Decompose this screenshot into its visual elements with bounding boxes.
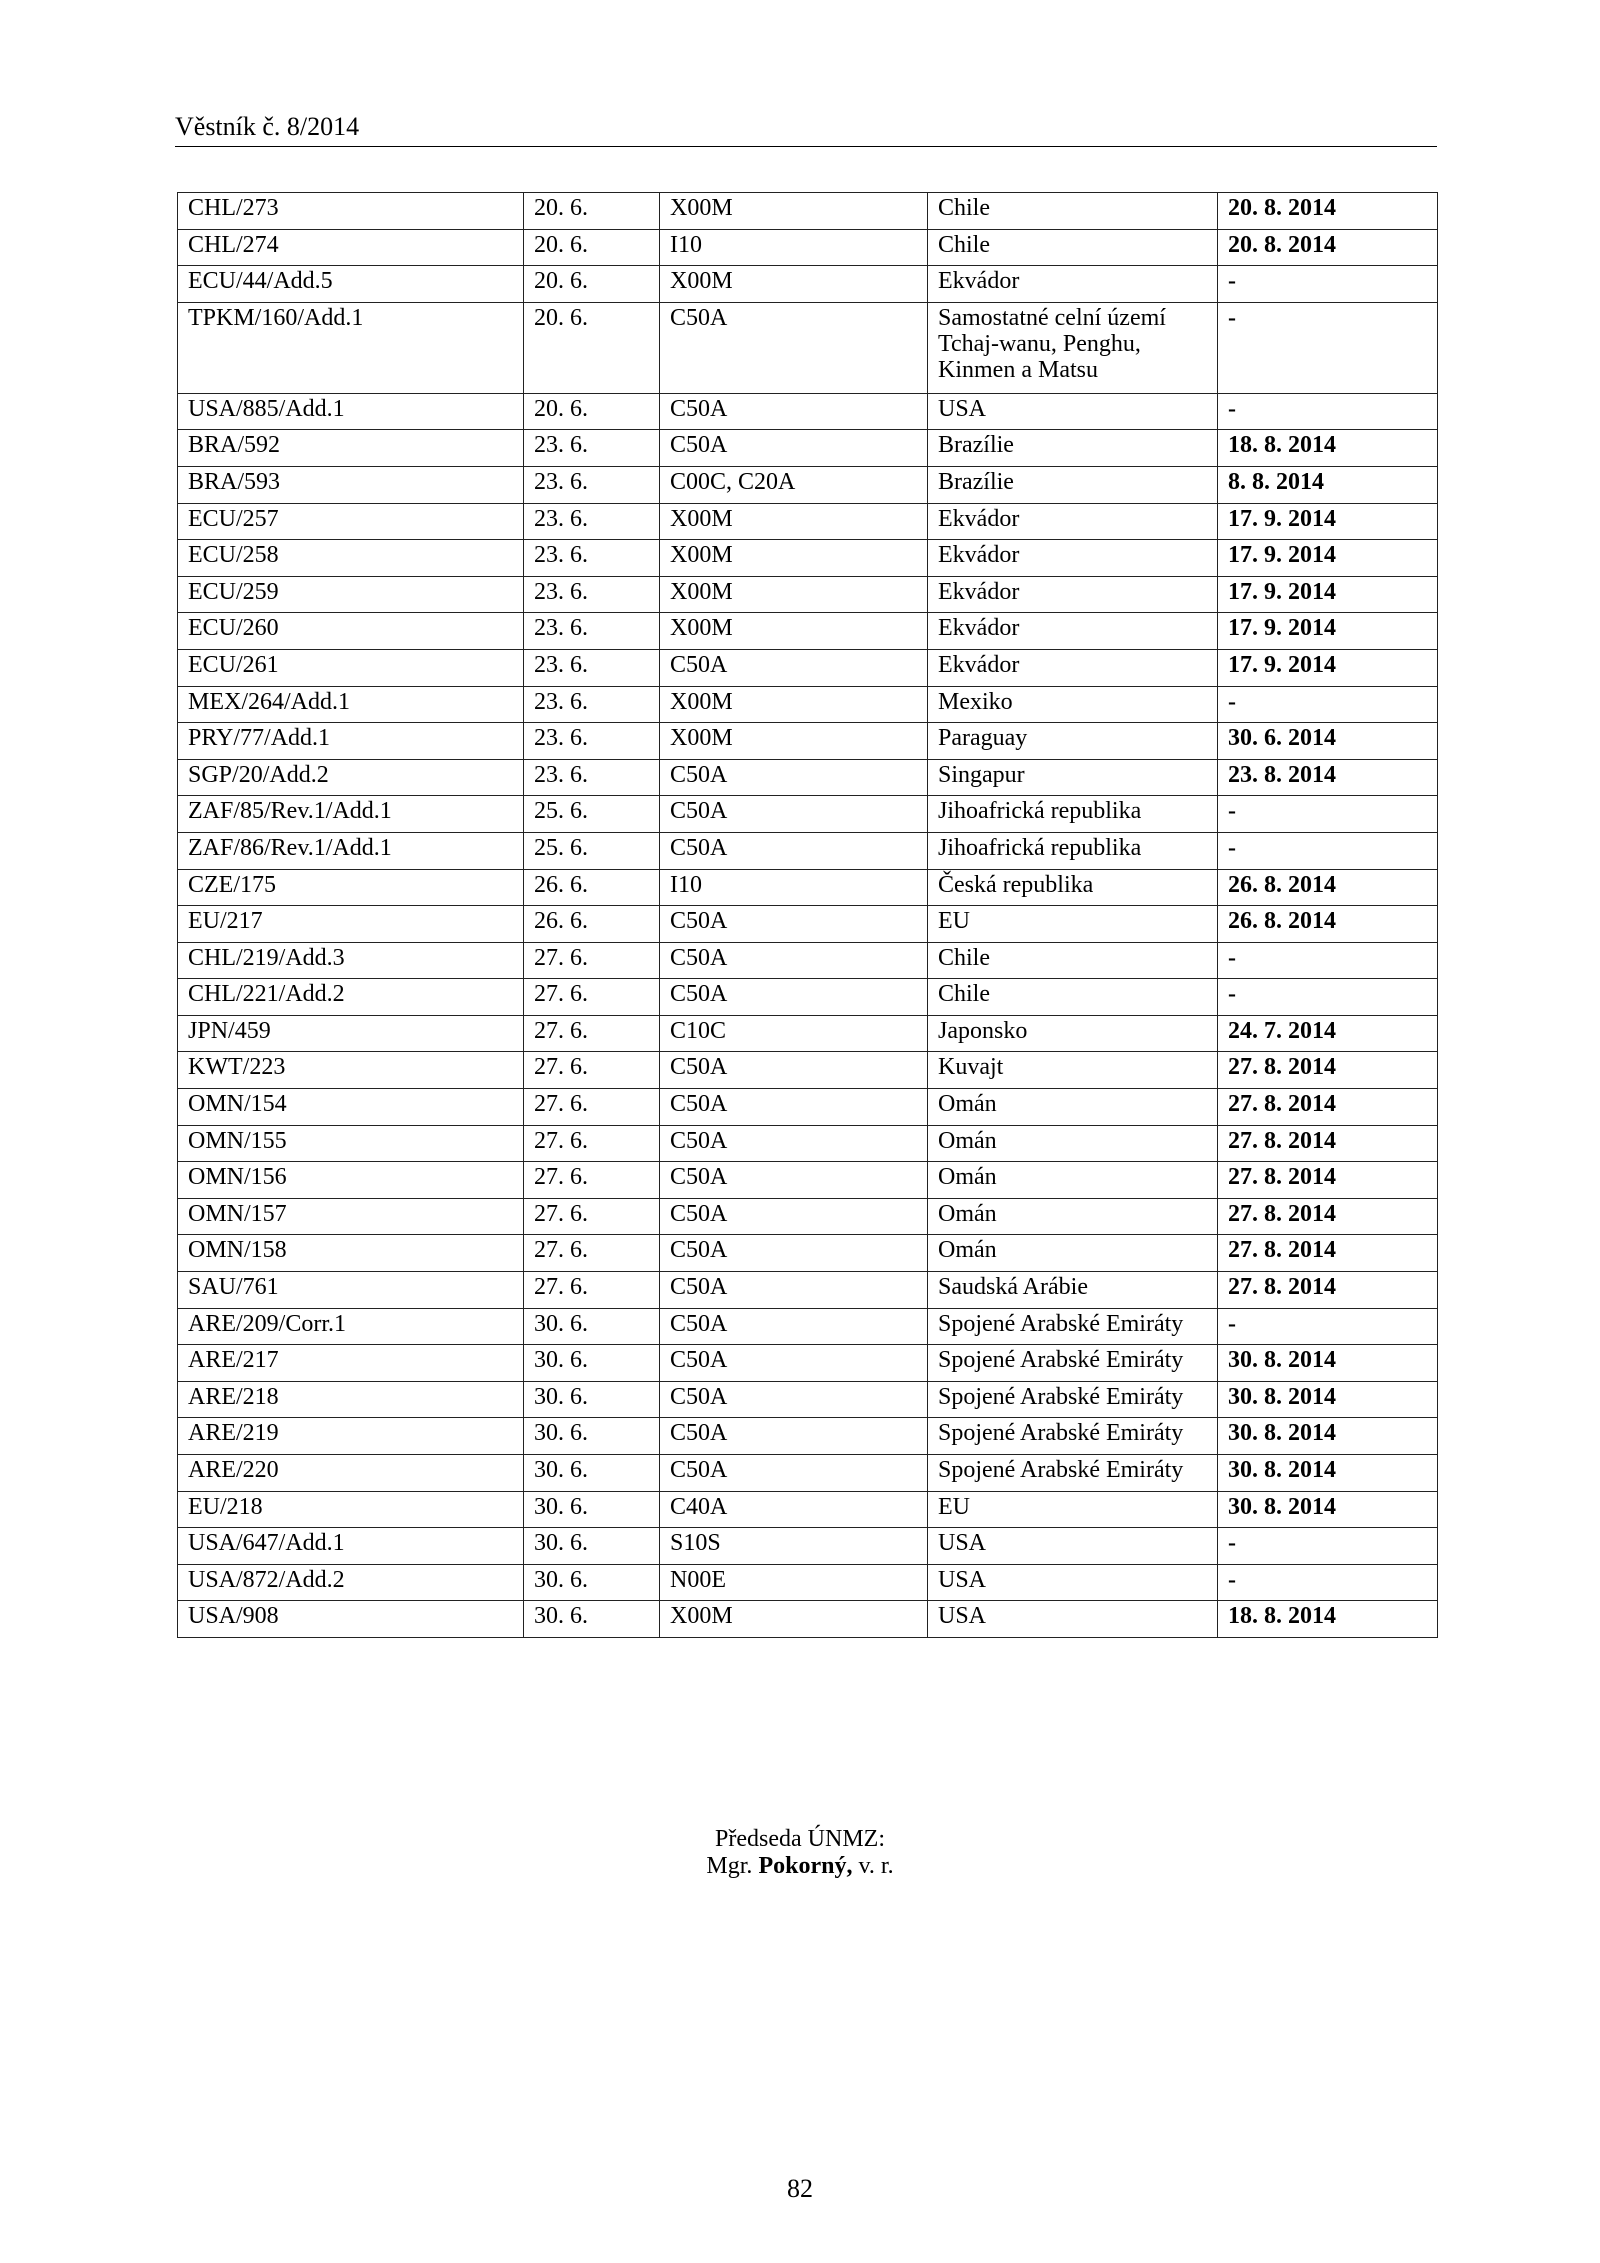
- document-code-cell: CHL/274: [178, 229, 524, 266]
- date-cell: 23. 6.: [524, 503, 660, 540]
- document-code-cell: OMN/157: [178, 1198, 524, 1235]
- country-cell: Brazílie: [928, 466, 1218, 503]
- ics-code-cell: C50A: [660, 832, 928, 869]
- ics-code-cell: C50A: [660, 1089, 928, 1126]
- date-cell: 27. 6.: [524, 1015, 660, 1052]
- country-cell: Spojené Arabské Emiráty: [928, 1418, 1218, 1455]
- table-row: [178, 613, 1438, 650]
- country-cell: Chile: [928, 942, 1218, 979]
- ics-code-cell: I10: [660, 869, 928, 906]
- deadline-cell: 17. 9. 2014: [1218, 649, 1438, 686]
- date-cell: 20. 6.: [524, 393, 660, 430]
- country-cell: Paraguay: [928, 723, 1218, 760]
- date-cell: 30. 6.: [524, 1528, 660, 1565]
- deadline-cell: -: [1218, 832, 1438, 869]
- deadline-cell: 27. 8. 2014: [1218, 1235, 1438, 1272]
- document-code-cell: OMN/154: [178, 1089, 524, 1126]
- deadline-cell: 23. 8. 2014: [1218, 759, 1438, 796]
- document-code-cell: USA/908: [178, 1601, 524, 1638]
- table-row: [178, 723, 1438, 760]
- ics-code-cell: C50A: [660, 1272, 928, 1309]
- ics-code-cell: C50A: [660, 759, 928, 796]
- document-code-cell: OMN/155: [178, 1125, 524, 1162]
- date-cell: 27. 6.: [524, 942, 660, 979]
- document-code-cell: PRY/77/Add.1: [178, 723, 524, 760]
- document-code-cell: ZAF/86/Rev.1/Add.1: [178, 832, 524, 869]
- table-row: [178, 942, 1438, 979]
- table-row: [178, 1491, 1438, 1528]
- table-row: [178, 1052, 1438, 1089]
- document-code-cell: CZE/175: [178, 869, 524, 906]
- table-row: [178, 1601, 1438, 1638]
- table-row: [178, 1564, 1438, 1601]
- document-code-cell: ARE/217: [178, 1345, 524, 1382]
- deadline-cell: 20. 8. 2014: [1218, 193, 1438, 230]
- country-cell: Jihoafrická republika: [928, 832, 1218, 869]
- ics-code-cell: C50A: [660, 906, 928, 943]
- table-row: [178, 832, 1438, 869]
- ics-code-cell: C10C: [660, 1015, 928, 1052]
- ics-code-cell: C50A: [660, 796, 928, 833]
- date-cell: 30. 6.: [524, 1381, 660, 1418]
- document-code-cell: ECU/257: [178, 503, 524, 540]
- country-cell: Jihoafrická republika: [928, 796, 1218, 833]
- country-cell: Omán: [928, 1162, 1218, 1199]
- table-row: [178, 1455, 1438, 1492]
- page-number: 82: [787, 2174, 813, 2203]
- table-row: [178, 1418, 1438, 1455]
- table-row: [178, 1345, 1438, 1382]
- date-cell: 20. 6.: [524, 193, 660, 230]
- deadline-cell: 30. 6. 2014: [1218, 723, 1438, 760]
- country-cell: Ekvádor: [928, 613, 1218, 650]
- table-row: [178, 796, 1438, 833]
- country-cell: Ekvádor: [928, 649, 1218, 686]
- table-row: [178, 1528, 1438, 1565]
- country-cell: Samostatné celní území Tchaj-wanu, Penghu, Kinmen a Matsu: [928, 302, 1218, 393]
- ics-code-cell: X00M: [660, 503, 928, 540]
- country-cell: Japonsko: [928, 1015, 1218, 1052]
- ics-code-cell: C50A: [660, 979, 928, 1016]
- document-code-cell: EU/217: [178, 906, 524, 943]
- date-cell: 25. 6.: [524, 832, 660, 869]
- header-divider: [175, 146, 1437, 147]
- signature-title: Mgr.: [706, 1853, 753, 1879]
- table-row: [178, 503, 1438, 540]
- table-row: [178, 430, 1438, 467]
- table-row: [178, 193, 1438, 230]
- country-cell: Spojené Arabské Emiráty: [928, 1345, 1218, 1382]
- ics-code-cell: C50A: [660, 1162, 928, 1199]
- signature-role: Předseda ÚNMZ:: [715, 1826, 885, 1852]
- deadline-cell: 27. 8. 2014: [1218, 1089, 1438, 1126]
- document-code-cell: ECU/259: [178, 576, 524, 613]
- table-body: [178, 193, 1438, 1638]
- document-code-cell: CHL/221/Add.2: [178, 979, 524, 1016]
- document-code-cell: OMN/156: [178, 1162, 524, 1199]
- document-code-cell: ECU/260: [178, 613, 524, 650]
- ics-code-cell: S10S: [660, 1528, 928, 1565]
- ics-code-cell: C50A: [660, 1125, 928, 1162]
- ics-code-cell: C50A: [660, 1418, 928, 1455]
- document-code-cell: EU/218: [178, 1491, 524, 1528]
- document-code-cell: ARE/218: [178, 1381, 524, 1418]
- ics-code-cell: N00E: [660, 1564, 928, 1601]
- deadline-cell: 27. 8. 2014: [1218, 1162, 1438, 1199]
- deadline-cell: 30. 8. 2014: [1218, 1381, 1438, 1418]
- deadline-cell: 27. 8. 2014: [1218, 1272, 1438, 1309]
- document-code-cell: MEX/264/Add.1: [178, 686, 524, 723]
- deadline-cell: -: [1218, 1528, 1438, 1565]
- ics-code-cell: C50A: [660, 649, 928, 686]
- date-cell: 20. 6.: [524, 302, 660, 393]
- date-cell: 20. 6.: [524, 266, 660, 303]
- deadline-cell: -: [1218, 686, 1438, 723]
- table-row: [178, 1381, 1438, 1418]
- date-cell: 30. 6.: [524, 1564, 660, 1601]
- deadline-cell: 8. 8. 2014: [1218, 466, 1438, 503]
- date-cell: 27. 6.: [524, 1089, 660, 1126]
- ics-code-cell: X00M: [660, 193, 928, 230]
- table-row: [178, 393, 1438, 430]
- deadline-cell: -: [1218, 1564, 1438, 1601]
- country-cell: Česká republika: [928, 869, 1218, 906]
- document-code-cell: BRA/592: [178, 430, 524, 467]
- country-cell: Ekvádor: [928, 576, 1218, 613]
- country-cell: USA: [928, 1528, 1218, 1565]
- country-cell: Brazílie: [928, 430, 1218, 467]
- date-cell: 23. 6.: [524, 686, 660, 723]
- document-code-cell: USA/872/Add.2: [178, 1564, 524, 1601]
- country-cell: EU: [928, 1491, 1218, 1528]
- deadline-cell: 27. 8. 2014: [1218, 1052, 1438, 1089]
- country-cell: Omán: [928, 1089, 1218, 1126]
- ics-code-cell: X00M: [660, 686, 928, 723]
- deadline-cell: 26. 8. 2014: [1218, 869, 1438, 906]
- date-cell: 27. 6.: [524, 1198, 660, 1235]
- date-cell: 23. 6.: [524, 759, 660, 796]
- document-code-cell: ECU/258: [178, 540, 524, 577]
- date-cell: 23. 6.: [524, 466, 660, 503]
- deadline-cell: 27. 8. 2014: [1218, 1125, 1438, 1162]
- country-cell: Singapur: [928, 759, 1218, 796]
- ics-code-cell: C50A: [660, 1052, 928, 1089]
- deadline-cell: 18. 8. 2014: [1218, 1601, 1438, 1638]
- date-cell: 27. 6.: [524, 1235, 660, 1272]
- deadline-cell: -: [1218, 942, 1438, 979]
- date-cell: 27. 6.: [524, 1052, 660, 1089]
- country-cell: Saudská Arábie: [928, 1272, 1218, 1309]
- table-row: [178, 1089, 1438, 1126]
- date-cell: 27. 6.: [524, 1162, 660, 1199]
- ics-code-cell: C50A: [660, 1345, 928, 1382]
- date-cell: 23. 6.: [524, 430, 660, 467]
- table-row: [178, 302, 1438, 393]
- table-row: [178, 540, 1438, 577]
- table-row: [178, 869, 1438, 906]
- document-code-cell: OMN/158: [178, 1235, 524, 1272]
- ics-code-cell: X00M: [660, 266, 928, 303]
- date-cell: 30. 6.: [524, 1455, 660, 1492]
- date-cell: 30. 6.: [524, 1308, 660, 1345]
- table-row: [178, 1198, 1438, 1235]
- country-cell: Chile: [928, 193, 1218, 230]
- signature-suffix: v. r.: [858, 1853, 894, 1879]
- signature-block: [0, 1826, 1600, 1880]
- ics-code-cell: C50A: [660, 942, 928, 979]
- ics-code-cell: C50A: [660, 302, 928, 393]
- ics-code-cell: C50A: [660, 393, 928, 430]
- deadline-cell: -: [1218, 393, 1438, 430]
- table-row: [178, 466, 1438, 503]
- date-cell: 27. 6.: [524, 1272, 660, 1309]
- ics-code-cell: C50A: [660, 1455, 928, 1492]
- table-row: [178, 649, 1438, 686]
- date-cell: 30. 6.: [524, 1345, 660, 1382]
- country-cell: Omán: [928, 1125, 1218, 1162]
- date-cell: 30. 6.: [524, 1418, 660, 1455]
- ics-code-cell: C50A: [660, 1198, 928, 1235]
- date-cell: 25. 6.: [524, 796, 660, 833]
- deadline-cell: -: [1218, 979, 1438, 1016]
- date-cell: 26. 6.: [524, 906, 660, 943]
- deadline-cell: -: [1218, 796, 1438, 833]
- date-cell: 23. 6.: [524, 723, 660, 760]
- country-cell: EU: [928, 906, 1218, 943]
- country-cell: Ekvádor: [928, 266, 1218, 303]
- country-cell: Omán: [928, 1198, 1218, 1235]
- deadline-cell: 27. 8. 2014: [1218, 1198, 1438, 1235]
- signature-name: Pokorný,: [758, 1853, 853, 1879]
- ics-code-cell: X00M: [660, 1601, 928, 1638]
- deadline-cell: 26. 8. 2014: [1218, 906, 1438, 943]
- ics-code-cell: C50A: [660, 1308, 928, 1345]
- country-cell: Omán: [928, 1235, 1218, 1272]
- document-code-cell: SGP/20/Add.2: [178, 759, 524, 796]
- table-row: [178, 576, 1438, 613]
- date-cell: 27. 6.: [524, 1125, 660, 1162]
- document-code-cell: CHL/273: [178, 193, 524, 230]
- date-cell: 20. 6.: [524, 229, 660, 266]
- table-row: [178, 1272, 1438, 1309]
- table-row: [178, 1125, 1438, 1162]
- country-cell: Mexiko: [928, 686, 1218, 723]
- ics-code-cell: C50A: [660, 430, 928, 467]
- table-row: [178, 759, 1438, 796]
- table-row: [178, 906, 1438, 943]
- deadline-cell: 30. 8. 2014: [1218, 1345, 1438, 1382]
- deadline-cell: 17. 9. 2014: [1218, 576, 1438, 613]
- table-row: [178, 266, 1438, 303]
- document-code-cell: KWT/223: [178, 1052, 524, 1089]
- country-cell: USA: [928, 1601, 1218, 1638]
- document-code-cell: ARE/220: [178, 1455, 524, 1492]
- country-cell: USA: [928, 393, 1218, 430]
- document-code-cell: ARE/209/Corr.1: [178, 1308, 524, 1345]
- country-cell: Chile: [928, 229, 1218, 266]
- ics-code-cell: C00C, C20A: [660, 466, 928, 503]
- table-row: [178, 686, 1438, 723]
- table-row: [178, 229, 1438, 266]
- country-cell: Ekvádor: [928, 503, 1218, 540]
- table-row: [178, 979, 1438, 1016]
- deadline-cell: 30. 8. 2014: [1218, 1455, 1438, 1492]
- deadline-cell: 17. 9. 2014: [1218, 540, 1438, 577]
- deadline-cell: 17. 9. 2014: [1218, 613, 1438, 650]
- ics-code-cell: X00M: [660, 723, 928, 760]
- document-code-cell: ECU/44/Add.5: [178, 266, 524, 303]
- country-cell: Chile: [928, 979, 1218, 1016]
- ics-code-cell: I10: [660, 229, 928, 266]
- document-code-cell: ARE/219: [178, 1418, 524, 1455]
- page-header: Věstník č. 8/2014: [175, 112, 360, 141]
- table-row: [178, 1308, 1438, 1345]
- table-row: [178, 1015, 1438, 1052]
- table-row: [178, 1162, 1438, 1199]
- ics-code-cell: C50A: [660, 1381, 928, 1418]
- document-code-cell: TPKM/160/Add.1: [178, 302, 524, 393]
- ics-code-cell: C40A: [660, 1491, 928, 1528]
- document-code-cell: SAU/761: [178, 1272, 524, 1309]
- country-cell: Ekvádor: [928, 540, 1218, 577]
- deadline-cell: 30. 8. 2014: [1218, 1491, 1438, 1528]
- date-cell: 30. 6.: [524, 1491, 660, 1528]
- deadline-cell: 30. 8. 2014: [1218, 1418, 1438, 1455]
- date-cell: 27. 6.: [524, 979, 660, 1016]
- country-cell: Spojené Arabské Emiráty: [928, 1308, 1218, 1345]
- country-cell: Kuvajt: [928, 1052, 1218, 1089]
- ics-code-cell: X00M: [660, 613, 928, 650]
- date-cell: 23. 6.: [524, 613, 660, 650]
- date-cell: 23. 6.: [524, 649, 660, 686]
- deadline-cell: -: [1218, 1308, 1438, 1345]
- country-cell: USA: [928, 1564, 1218, 1601]
- country-cell: Spojené Arabské Emiráty: [928, 1455, 1218, 1492]
- document-code-cell: ZAF/85/Rev.1/Add.1: [178, 796, 524, 833]
- deadline-cell: 17. 9. 2014: [1218, 503, 1438, 540]
- deadline-cell: -: [1218, 266, 1438, 303]
- document-code-cell: USA/885/Add.1: [178, 393, 524, 430]
- deadline-cell: -: [1218, 302, 1438, 393]
- deadline-cell: 20. 8. 2014: [1218, 229, 1438, 266]
- date-cell: 23. 6.: [524, 540, 660, 577]
- ics-code-cell: X00M: [660, 576, 928, 613]
- deadline-cell: 24. 7. 2014: [1218, 1015, 1438, 1052]
- document-code-cell: USA/647/Add.1: [178, 1528, 524, 1565]
- date-cell: 26. 6.: [524, 869, 660, 906]
- signature-line: [0, 1853, 1600, 1880]
- document-code-cell: CHL/219/Add.3: [178, 942, 524, 979]
- ics-code-cell: X00M: [660, 540, 928, 577]
- table-row: [178, 1235, 1438, 1272]
- document-code-cell: JPN/459: [178, 1015, 524, 1052]
- ics-code-cell: C50A: [660, 1235, 928, 1272]
- document-code-cell: BRA/593: [178, 466, 524, 503]
- date-cell: 30. 6.: [524, 1601, 660, 1638]
- notifications-table: [177, 192, 1438, 1638]
- document-code-cell: ECU/261: [178, 649, 524, 686]
- date-cell: 23. 6.: [524, 576, 660, 613]
- country-cell: Spojené Arabské Emiráty: [928, 1381, 1218, 1418]
- deadline-cell: 18. 8. 2014: [1218, 430, 1438, 467]
